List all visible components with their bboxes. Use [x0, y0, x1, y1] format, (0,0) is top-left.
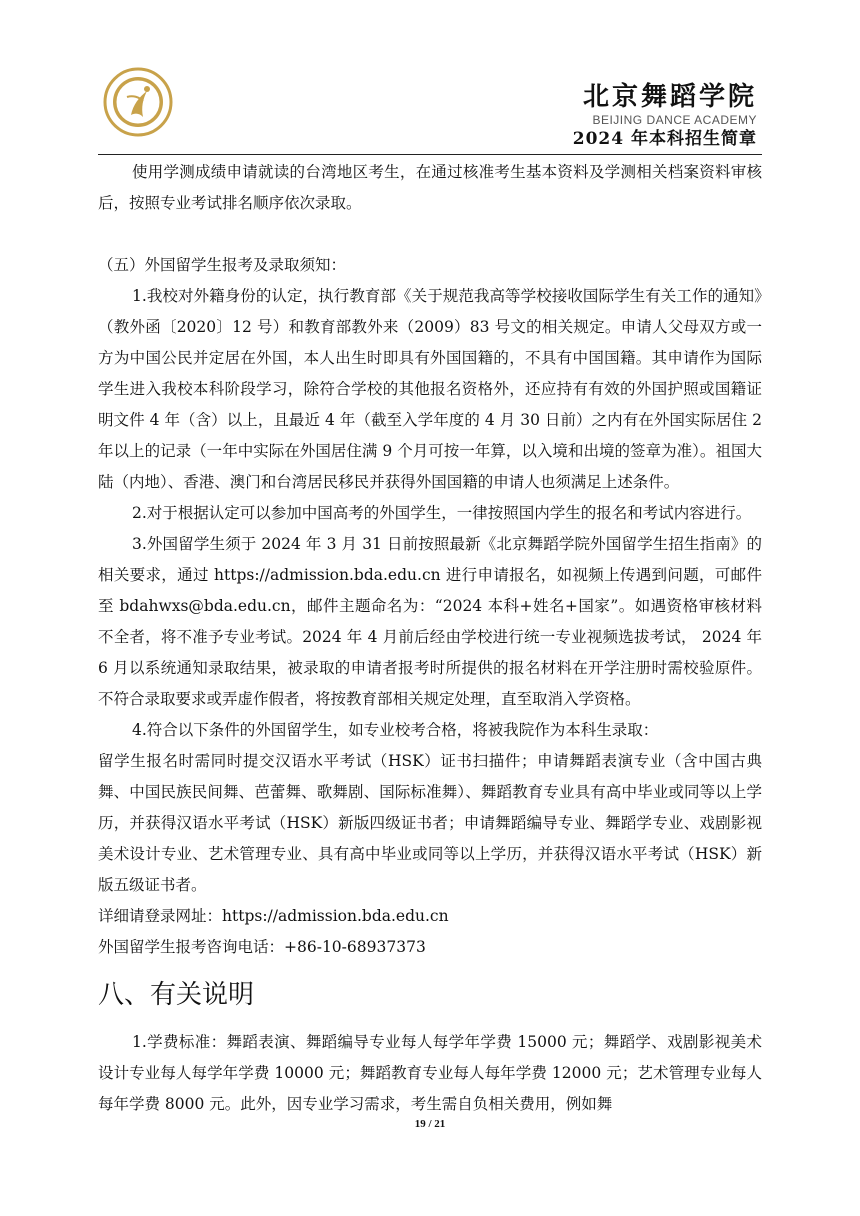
paragraph-admission-conditions: 4.符合以下条件的外国留学生，如专业校考合格，将被我院作为本科生录取：	[132, 721, 659, 739]
school-name-cn: 北京舞蹈学院	[582, 82, 757, 112]
contact-phone: 外国留学生报考咨询电话：+86-10-68937373	[98, 938, 426, 956]
paragraph-spacer	[98, 219, 762, 250]
brochure-header	[573, 82, 757, 150]
website-link[interactable]: 详细请登录网址：https://admission.bda.edu.cn	[98, 907, 449, 925]
section-heading: 八、有关说明	[98, 980, 255, 1010]
paragraph-tuition: 1.学费标准：舞蹈表演、舞蹈编导专业每人每学年学费 15000 元；舞蹈学、戏剧影视美术设计专业每人每学年学费 10000 元；舞蹈教育专业每人每年学费 12000 元；艺术管理专业每人每年学费 8000 元。此外，因专业学习需求，考生需自负相关费用，例如舞	[98, 1033, 762, 1113]
paragraph-gaokao-rule: 2.对于根据认定可以参加中国高考的外国学生，一律按照国内学生的报名和考试内容进行。	[132, 504, 752, 522]
page-body	[98, 157, 762, 1120]
page-number: 19 / 21	[414, 1118, 446, 1130]
brochure-title: 2024 年本科招生简章	[572, 129, 757, 149]
paragraph-application-procedure: 3.外国留学生须于 2024 年 3 月 31 日前按照最新《北京舞蹈学院外国留学生招生指南》的相关要求，通过 https://admission.bda.edu.cn 进行申请报名，如视频上传遇到问题，可邮件至 bdahwxs@bda.edu.cn，邮件主题命名为：“2024 本科+姓名+国家”。如遇资格审核材料不全者，将不准予专业考试。2024 年 4 月前后经由学校进行统一专业视频选拔考试， 2024 年 6 月以系统通知录取结果，被录取的申请者报考时所提供的报名材料在开学注册时需校验原件。不符合录取要求或弄虚作假者，将按教育部相关规定处理，直至取消入学资格。	[98, 535, 762, 708]
academy-logo	[103, 67, 173, 137]
paragraph-nationality-rule: 1.我校对外籍身份的认定，执行教育部《关于规范我高等学校接收国际学生有关工作的通知》（教外函〔2020〕12 号）和教育部教外来（2009）83 号文的相关规定。申请人父母双方或一方为中国公民并定居在外国，本人出生时即具有外国国籍的，不具有中国国籍。其申请作为国际学生进入我校本科阶段学习，除符合学校的其他报名资格外，还应持有有效的外国护照或国籍证明文件 4 年（含）以上，且最近 4 年（截至入学年度的 4 月 30 日前）之内有在外国实际居住 2 年以上的记录（一年中实际在外国居住满 9 个月可按一年算，以入境和出境的签章为准）。祖国大陆（内地）、香港、澳门和台湾居民移民并获得外国国籍的申请人也须满足上述条件。	[98, 287, 762, 491]
subsection-heading: （五）外国留学生报考及录取须知：	[98, 256, 347, 274]
header-divider	[98, 154, 762, 155]
school-name-en: BEIJING DANCE ACADEMY	[592, 113, 757, 127]
paragraph-hsk-requirements: 留学生报名时需同时提交汉语水平考试（HSK）证书扫描件；申请舞蹈表演专业（含中国古典舞、中国民族民间舞、芭蕾舞、歌舞剧、国际标准舞）、舞蹈教育专业具有高中毕业或同等以上学历，并获得汉语水平考试（HSK）新版四级证书者；申请舞蹈编导专业、舞蹈学专业、戏剧影视美术设计专业、艺术管理专业、具有高中毕业或同等以上学历，并获得汉语水平考试（HSK）新版五级证书者。	[98, 752, 762, 894]
paragraph-taiwan-admission: 使用学测成绩申请就读的台湾地区考生，在通过核准考生基本资料及学测相关档案资料审核后，按照专业考试排名顺序依次录取。	[98, 163, 762, 212]
